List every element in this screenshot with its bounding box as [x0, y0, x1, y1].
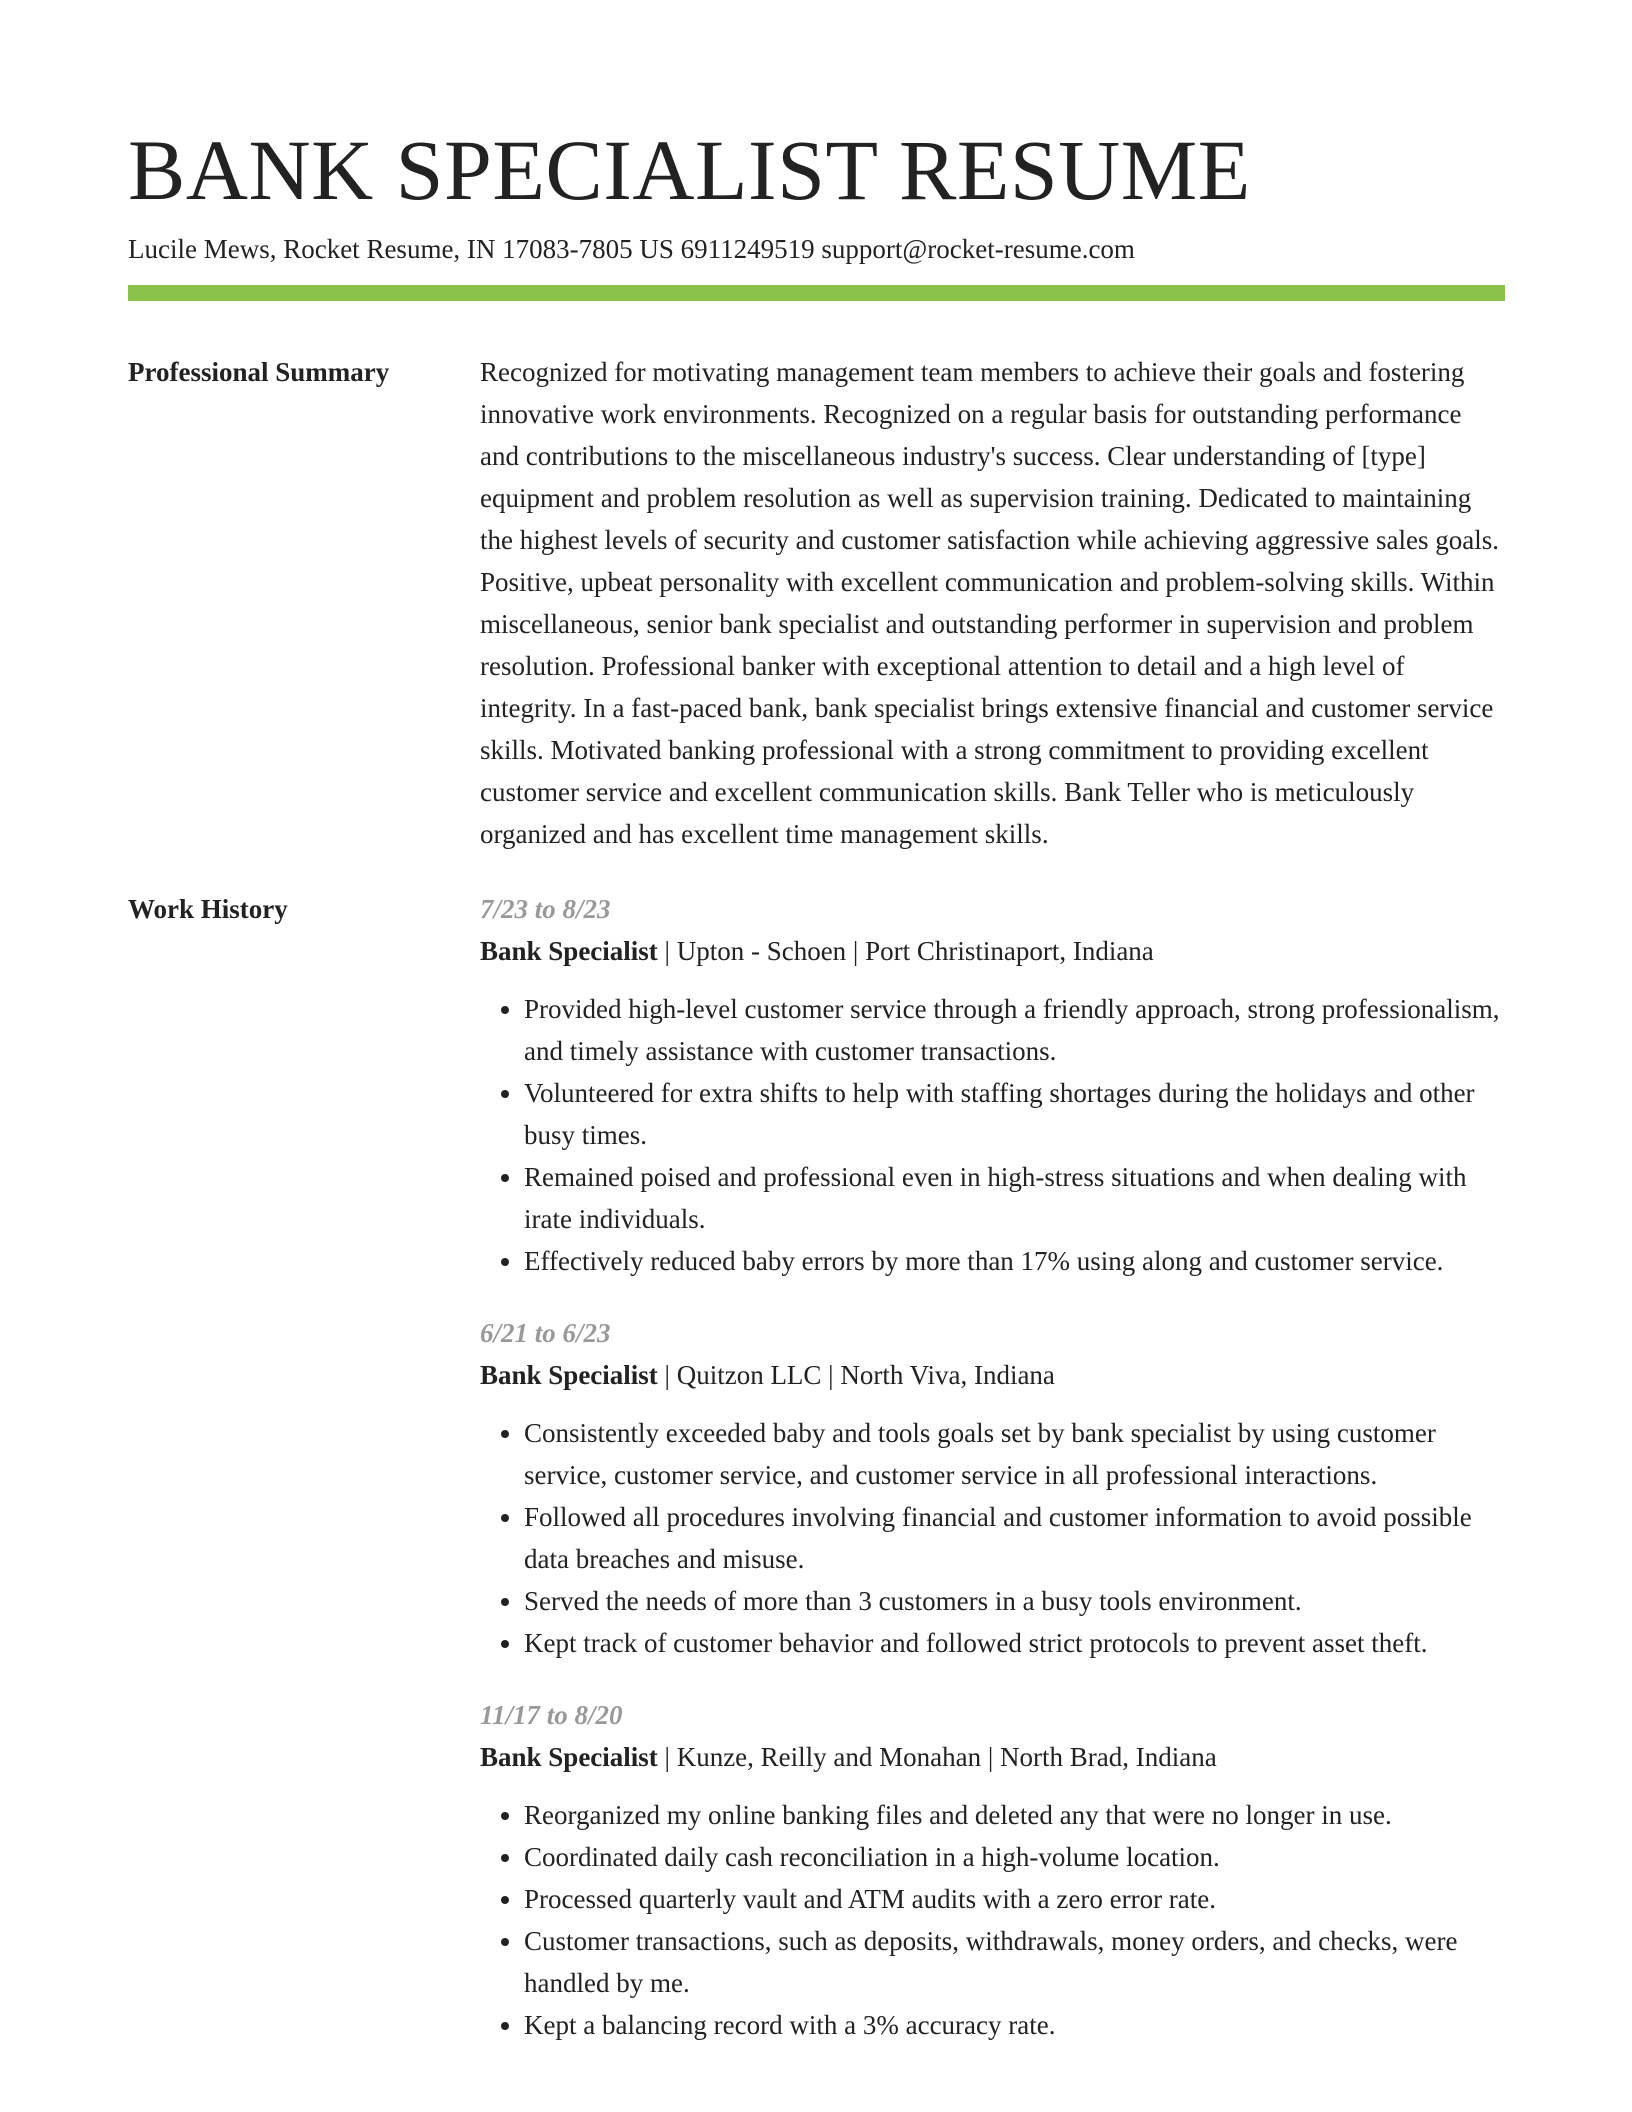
- job-bullets: [480, 1412, 1505, 1664]
- job-details: | Upton - Schoen | Port Christinaport, Indiana: [657, 936, 1154, 966]
- job-bullet: • Followed all procedures involving financial and customer information to avoid possible data breaches and misuse.: [524, 1496, 1505, 1580]
- job-line: [480, 1736, 1505, 1778]
- job-title: Bank Specialist: [480, 936, 658, 966]
- job-dates: 11/17 to 8/20: [480, 1700, 623, 1730]
- job-dates: 6/21 to 6/23: [480, 1318, 611, 1348]
- job-bullet: • Volunteered for extra shifts to help with staffing shortages during the holidays and other busy times.: [524, 1072, 1505, 1156]
- job-details: | Quitzon LLC | North Viva, Indiana: [657, 1360, 1055, 1390]
- job-bullet: • Kept a balancing record with a 3% accuracy rate.: [524, 2004, 1505, 2046]
- job-entry: [480, 888, 1505, 1282]
- job-bullet: • Customer transactions, such as deposits, withdrawals, money orders, and checks, were handled by me.: [524, 1920, 1505, 2004]
- job-bullet: • Provided high-level customer service through a friendly approach, strong professionalism, and timely assistance with customer transactions.: [524, 988, 1505, 1072]
- job-bullet: • Effectively reduced baby errors by more than 17% using along and customer service.: [524, 1240, 1505, 1282]
- work-history-body: [480, 888, 1505, 2076]
- job-bullet: • Kept track of customer behavior and followed strict protocols to prevent asset theft.: [524, 1622, 1505, 1664]
- resume-title: BANK SPECIALIST RESUME: [128, 122, 1251, 218]
- resume-page: [128, 0, 1505, 2076]
- job-line: [480, 930, 1505, 972]
- job-title: Bank Specialist: [480, 1742, 658, 1772]
- professional-summary-section: [128, 351, 1505, 855]
- job-bullets: [480, 1794, 1505, 2046]
- section-heading: Professional Summary: [128, 357, 390, 387]
- section-heading: Work History: [128, 894, 288, 924]
- job-entry: [480, 1694, 1505, 2046]
- job-dates: 7/23 to 8/23: [480, 894, 611, 924]
- job-title: Bank Specialist: [480, 1360, 658, 1390]
- summary-body: [480, 351, 1505, 855]
- job-bullet: • Reorganized my online banking files and deleted any that were no longer in use.: [524, 1794, 1505, 1836]
- contact-line: Lucile Mews, Rocket Resume, IN 17083-7805 US 6911249519 support@rocket-resume.com: [128, 234, 1135, 264]
- summary-text: Recognized for motivating management team members to achieve their goals and fostering innovative work environments. Recognized on a regular basis for outstanding performance and contributions to the miscellaneous industry's success. Clear understanding of [type] equipment and problem resolution as well as supervision training. Dedicated to maintaining the highest levels of security and customer satisfaction while achieving aggressive sales goals. Positive, upbeat personality with excellent communication and problem-solving skills. Within miscellaneous, senior bank specialist and outstanding performer in supervision and problem resolution. Professional banker with exceptional attention to detail and a high level of integrity. In a fast-paced bank, bank specialist brings extensive financial and customer service skills. Motivated banking professional with a strong commitment to providing excellent customer service and excellent communication skills. Bank Teller who is meticulously organized and has excellent time management skills.: [480, 357, 1499, 849]
- accent-divider: [128, 285, 1505, 301]
- job-bullet: • Served the needs of more than 3 customers in a busy tools environment.: [524, 1580, 1505, 1622]
- job-line: [480, 1354, 1505, 1396]
- job-bullet: • Coordinated daily cash reconciliation in a high-volume location.: [524, 1836, 1505, 1878]
- job-bullet: • Consistently exceeded baby and tools goals set by bank specialist by using customer service, customer service, and customer service in all professional interactions.: [524, 1412, 1505, 1496]
- job-bullet: • Remained poised and professional even in high-stress situations and when dealing with irate individuals.: [524, 1156, 1505, 1240]
- work-history-section: [128, 888, 1505, 2076]
- job-entry: [480, 1312, 1505, 1664]
- job-bullet: • Processed quarterly vault and ATM audits with a zero error rate.: [524, 1878, 1505, 1920]
- job-bullets: [480, 988, 1505, 1282]
- job-details: | Kunze, Reilly and Monahan | North Brad, Indiana: [657, 1742, 1217, 1772]
